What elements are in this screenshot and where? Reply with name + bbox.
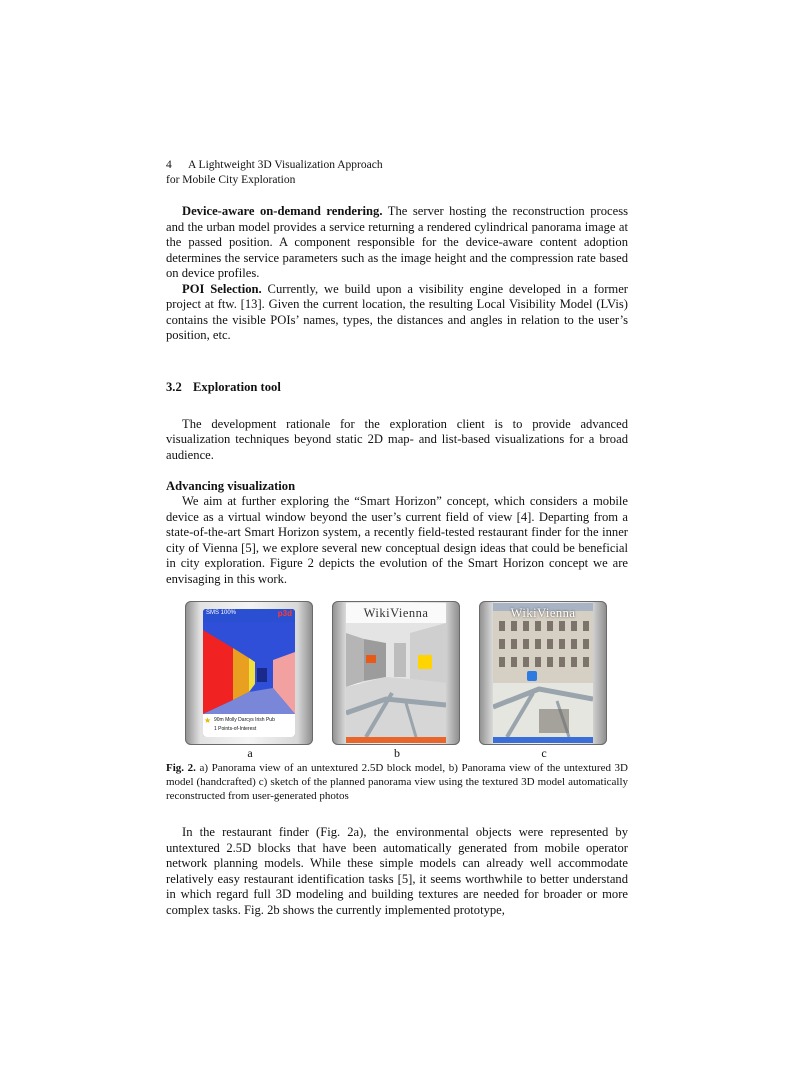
- textured-3d-render-c: [493, 603, 593, 743]
- figure-label: Fig. 2.: [166, 762, 196, 774]
- phone-mockup-b: [332, 601, 460, 745]
- figure-caption-text: a) Panorama view of an untextured 2.5D block model, b) Panorama view of the untextured 3D model (handcrafted) c) sketch of the planned panorama view using the textured 3D model automatically reconstructed from user-generated photos: [166, 762, 628, 802]
- panorama-screen-c: [493, 603, 593, 743]
- paper-page: [166, 158, 628, 918]
- subfigure-label-c: c: [541, 746, 547, 760]
- figure-2: [166, 601, 628, 761]
- paragraph-restaurant-finder: In the restaurant finder (Fig. 2a), the environmental objects were represented by untextured 2.5D blocks that have been automatically generated from mobile operator network planning models. While these simple models can already well accommodate relatively easy restaurant identification tasks [5], it seems worthwhile to better understand in which regard full 3D modeling and building textures are needed for broader or more complex tasks. Fig. 2b shows the currently implemented prototype,: [166, 825, 628, 917]
- running-title-line2: for Mobile City Exploration: [166, 174, 296, 186]
- paragraph-device-aware-text: The server hosting the reconstruction process and the urban model provides a service returning a rendered cylindrical panorama image at the passed position. A component responsible for the device-aware content adoption determines the service parameters such as the image height and the compression rate based on device profiles.: [166, 204, 628, 280]
- untextured-3d-render-b: [346, 603, 446, 743]
- phone-mockup-c: [479, 601, 607, 745]
- subfigure-label-b: b: [394, 746, 400, 760]
- subfigure-label-a: a: [247, 746, 253, 760]
- poi-line-1: 90m Molly Darcys Irish Pub: [214, 717, 275, 723]
- panorama-screen-a: [203, 609, 295, 737]
- figure-caption: [166, 761, 628, 803]
- app-title-b: WikiVienna: [363, 606, 429, 620]
- runin-heading-device-aware: Device-aware on-demand rendering.: [182, 204, 383, 218]
- section-number: 3.2: [166, 379, 182, 394]
- poi-info-box-a: [203, 714, 295, 737]
- paragraph-poi-selection: [166, 282, 628, 344]
- panorama-screen-b: [346, 603, 446, 743]
- bottom-bar-c: [493, 737, 593, 743]
- app-logo-a: p3d: [277, 609, 292, 618]
- paragraph-smart-horizon: We aim at further exploring the “Smart Horizon” concept, which considers a mobile device as a virtual window beyond the user’s current field of view [4]. Departing from a state-of-the-art Smart Horizon system, a recently field-tested restaurant finder for the inner city of Vienna [5], we explore several new conceptual design ideas that could be beneficial in city exploration. Figure 2 depicts the evolution of the Smart Horizon concept we are envisaging in this work.: [166, 494, 628, 586]
- section-heading: [166, 380, 628, 395]
- block-model-render-a: [203, 622, 295, 714]
- bottom-bar-b: [346, 737, 446, 743]
- status-strip-a: [203, 609, 295, 622]
- poi-line-2: 1 Points-of-Interest: [214, 726, 257, 732]
- paragraph-device-aware: [166, 204, 628, 282]
- runin-heading-poi-selection: POI Selection.: [182, 281, 262, 296]
- phone-mockup-a: [185, 601, 313, 745]
- app-title-c: WikiVienna: [510, 606, 576, 620]
- running-title-line1: A Lightweight 3D Visualization Approach: [188, 159, 383, 171]
- status-text-a: SMS 100%: [206, 610, 237, 616]
- subheading-advancing-visualization: Advancing visualization: [166, 479, 296, 493]
- running-header: [166, 158, 628, 188]
- paragraph-development-rationale: The development rationale for the exploration client is to provide advanced visualization techniques beyond static 2D map- and list-based visualizations for a broad audience.: [166, 416, 628, 462]
- star-icon: ★: [204, 716, 212, 725]
- page-number: 4: [166, 159, 172, 171]
- paragraph-poi-selection-text: Currently, we build upon a visibility engine developed in a former project at ftw. [13]. Given the current location, the resulting Local Visibility Model (LVis) contains the visible POIs’ names, types, the distances and angles in relation to the user’s position, etc.: [166, 281, 629, 342]
- section-title: Exploration tool: [193, 379, 281, 394]
